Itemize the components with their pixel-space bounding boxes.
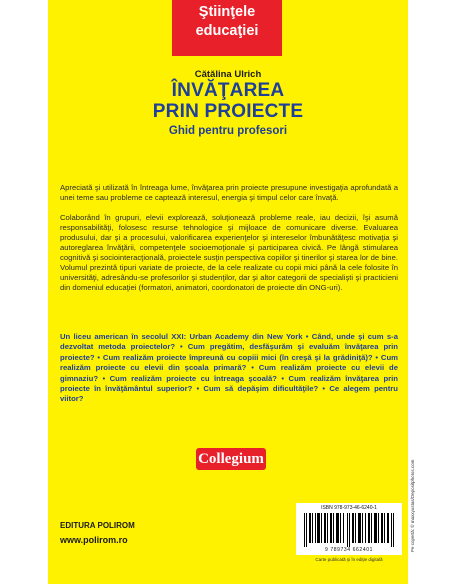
publisher-url: www.polirom.ro xyxy=(60,535,128,545)
chapter-questions: Un liceu american în secolul XXI: Urban Academy din New York • Când, unde şi cum s-a dezvoltat metoda proiectelor? • Cum pregătim, desfăşurăm şi evaluăm învăţarea prin proiecte? • Cum realizăm proiecte împreună cu copiii mici (în creşă şi la grădiniţă)? • Cum realizăm proiecte cu elevii din şcoala primară? • Cum realizăm proiecte cu elevii de gimnaziu? • Cum realizăm proiecte cu întreaga şcoală? • Cum realizăm învăţarea prin proiecte în învăţământul superior? • Cum să depăşim dificultăţile? • Ce alegem pentru viitor? xyxy=(60,332,398,404)
digital-edition-note: Carte publicată şi în ediţie digitală xyxy=(315,557,383,562)
book-title-line-2: PRIN PROIECTE xyxy=(152,101,304,122)
cover-photo-credit: Pe copertă: © maxxyustas/Depositphotos.com xyxy=(410,459,415,552)
author-name: Cătălina Ulrich xyxy=(194,69,262,80)
book-subtitle: Ghid pentru profesori xyxy=(168,125,288,137)
series-logo xyxy=(172,0,282,56)
series-line-2: educaţiei xyxy=(195,23,259,39)
description-paragraph-3: Volumul prezintă tipuri variate de proiecte, de la cele realizate cu copii mici până la cele folosite în universităţi, adresându-se profesorilor şi studenţilor, dar şi altor categorii de specialişti şi practicieni din domeniul educaţiei (formatori, animatori, coordonatori de proiecte din ONG-uri). xyxy=(60,263,398,292)
description-paragraph-2: Colaborând în grupuri, elevii explorează, soluţionează probleme reale, iau decizii, îşi asumă responsabilităţi, folosesc resurse tehnologice şi mijloace de comunicare diverse. Evaluarea produsului, dar şi a procesului, valorificarea experienţelor şi intereselor îmbunătăţesc motivaţia şi autoreglarea învăţării, competenţele socioemoţionale şi participarea civică. Pe lângă stimularea cognitivă şi sociointeracţională, proiectele susţin perspectiva copiilor şi tinerilor şi starea lor de bine. xyxy=(60,213,398,262)
back-cover xyxy=(48,0,415,584)
description-paragraph-1: Apreciată şi utilizată în întreaga lume, învăţarea prin proiecte presupune investigaţia aprofundată a unei teme sau probleme ce captează interesul, energia şi timpul celor care învaţă. xyxy=(60,183,398,202)
barcode-number: 9 789734 662401 xyxy=(325,547,373,553)
isbn-text: ISBN 978-973-46-6240-1 xyxy=(321,505,377,511)
publisher-name: EDITURA POLIROM xyxy=(60,521,135,530)
isbn-box xyxy=(296,503,402,555)
collegium-logo: Collegium xyxy=(196,448,266,470)
barcode-icon xyxy=(302,513,396,547)
series-line-1: Ştiinţele xyxy=(198,4,256,20)
book-title-line-1: ÎNVĂŢAREA xyxy=(171,80,285,101)
